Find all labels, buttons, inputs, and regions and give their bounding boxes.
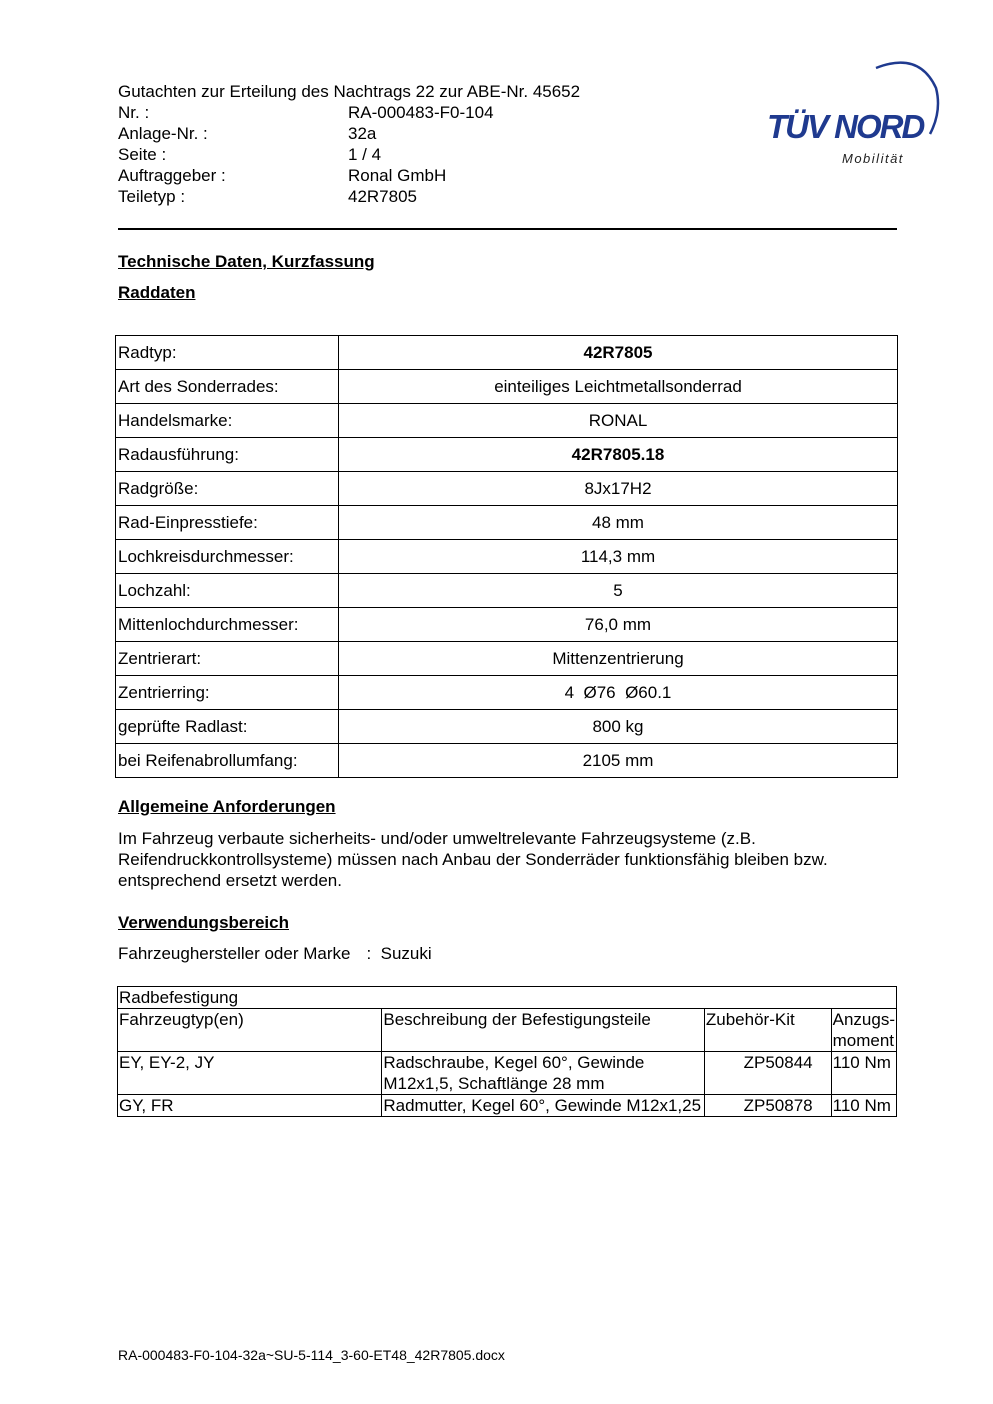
table-header-row: [118, 1009, 897, 1052]
logo-subtitle: Mobilität: [842, 151, 904, 166]
table-row: EY, EY-2, JY Radschraube, Kegel 60°, Gewinde M12x1,5, Schaftlänge 28 mm ZP50844 110 Nm: [118, 1052, 897, 1095]
anforderungen-paragraph: Im Fahrzeug verbaute sicherheits- und/oder umweltrelevante Fahrzeugsysteme (z.B. Reifendruckkontrollsysteme) müssen nach Anbau der Sonderräder funktionsfähig bleiben bzw. entsprechend ersetzt werden.: [118, 829, 828, 890]
table-row: Zentrierring: 4 Ø76 Ø60.1: [116, 676, 898, 710]
maker-label: Fahrzeughersteller oder Marke: [118, 944, 351, 963]
table-title-row: [118, 987, 897, 1009]
vehicle-maker-line: [118, 944, 432, 964]
table-row: bei Reifenabrollumfang: 2105 mm: [116, 744, 898, 778]
column-header: Zubehör-Kit: [704, 1009, 831, 1052]
tuv-nord-logo: [764, 56, 944, 176]
header-row-auftraggeber: Auftraggeber : Ronal GmbH: [118, 166, 447, 185]
raddaten-table: [115, 335, 898, 778]
section-heading-allgemeine-anforderungen: Allgemeine Anforderungen: [118, 797, 336, 816]
column-header: Anzugs- moment: [832, 1010, 895, 1050]
header-row-nr: Nr. : RA-000483-F0-104: [118, 103, 494, 122]
maker-value: Suzuki: [380, 944, 432, 963]
table-row: Handelsmarke: RONAL: [116, 404, 898, 438]
header-row-seite: Seite : 1 / 4: [118, 145, 382, 164]
document-title: Gutachten zur Erteilung des Nachtrags 22 zur ABE-Nr. 45652: [118, 82, 581, 101]
table-row: Mittenlochdurchmesser: 76,0 mm: [116, 608, 898, 642]
column-header: Fahrzeugtyp(en): [118, 1009, 382, 1052]
table-row: Lochzahl: 5: [116, 574, 898, 608]
radbefestigung-table: [117, 986, 897, 1117]
table-row: Lochkreisdurchmesser: 114,3 mm: [116, 540, 898, 574]
logo-brand-text: TÜV NORD: [767, 108, 924, 145]
table-row: Art des Sonderrades: einteiliges Leichtmetallsonderrad: [116, 370, 898, 404]
table-row: Zentrierart: Mittenzentrierung: [116, 642, 898, 676]
section-heading-raddaten: Raddaten: [118, 283, 196, 302]
footer-filename: RA-000483-F0-104-32a~SU-5-114_3-60-ET48_42R7805.docx: [118, 1347, 505, 1363]
section-heading-technische-daten: Technische Daten, Kurzfassung: [118, 252, 375, 271]
table-row: Radgröße: 8Jx17H2: [116, 472, 898, 506]
header-row-anlage: Anlage-Nr. : 32a: [118, 124, 377, 143]
table-row: GY, FR Radmutter, Kegel 60°, Gewinde M12x1,25 ZP50878 110 Nm: [118, 1095, 897, 1117]
table-row: Radausführung: 42R7805.18: [116, 438, 898, 472]
table-row: geprüfte Radlast: 800 kg: [116, 710, 898, 744]
table-row: Rad-Einpresstiefe: 48 mm: [116, 506, 898, 540]
maker-separator: :: [366, 944, 372, 963]
section-heading-verwendungsbereich: Verwendungsbereich: [118, 913, 289, 932]
column-header: Beschreibung der Befestigungsteile: [382, 1009, 705, 1052]
document-header: [118, 81, 580, 207]
table-row: Radtyp: 42R7805: [116, 336, 898, 370]
table-title: Radbefestigung: [118, 987, 897, 1009]
header-row-teiletyp: Teiletyp : 42R7805: [118, 187, 418, 206]
header-divider: [118, 228, 897, 230]
